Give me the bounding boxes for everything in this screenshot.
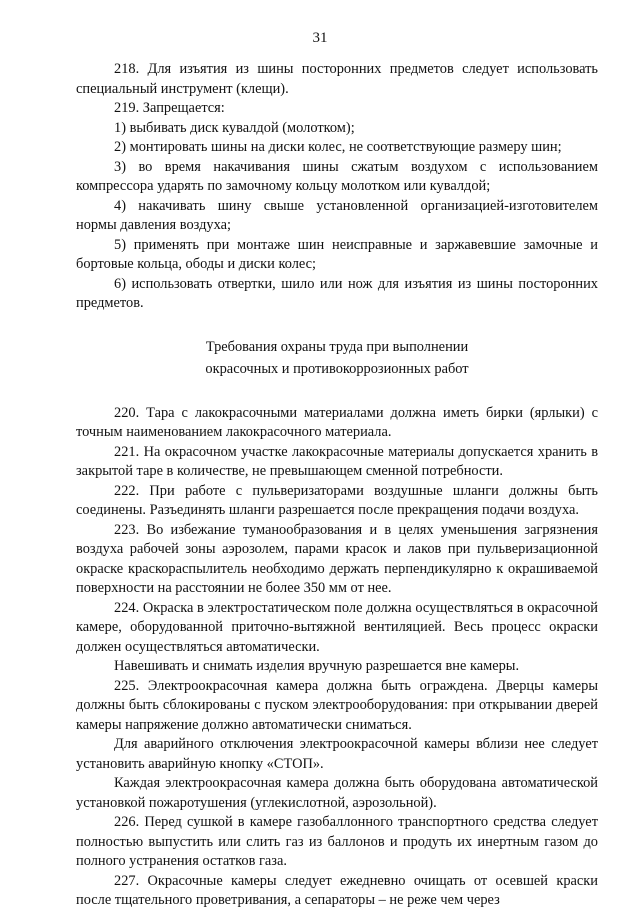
section-heading-line-1: Требования охраны труда при выполнении [205,338,469,355]
list-item-4: 4) накачивать шину свыше установленной организацией-изготовителем нормы давления воздуха; [76,197,598,233]
paragraph-222: 222. При работе с пульверизаторами воздушные шланги должны быть соединены. Разъединять шланги разрешается после прекращения подачи воздуха. [76,482,598,518]
paragraph-224-note: Навешивать и снимать изделия вручную разрешается вне камеры. [114,658,520,674]
paragraph-226: 226. Перед сушкой в камере газобаллонного транспортного средства следует полностью выпустить или слить газ из баллонов и продуть их инертным газом до полного устранения остатков газа. [76,814,598,869]
paragraph-227: 227. Окрасочные камеры следует ежедневно очищать от осевшей краски после тщательного проветривания, а сепараторы – не реже чем через [76,872,598,908]
paragraph-218: 218. Для изъятия из шины посторонних предметов следует использовать специальный инструмент (клещи). [76,61,598,97]
section-heading-line-2: окрасочных и противокоррозионных работ [205,360,469,377]
document-body [76,60,598,911]
paragraph-220: 220. Тара с лакокрасочными материалами должна иметь бирки (ярлыки) с точным наименованием лакокрасочного материала. [76,404,598,440]
list-item-3: 3) во время накачивания шины сжатым воздухом с использованием компрессора ударять по замочному кольцу молотком или кувалдой; [76,158,598,194]
paragraph-223: 223. Во избежание туманообразования и в целях уменьшения загрязнения воздуха рабочей зоны аэрозолем, парами красок и лаков при пульверизационной окраске краскораспылитель необходимо держать перпендикулярно к окрашиваемой поверхности на расстоянии не более 350 мм от нее. [76,521,598,596]
page-number: 31 [312,30,328,46]
list-item-2: 2) монтировать шины на диски колес, не соответствующие размеру шин; [114,139,562,155]
paragraph-225: 225. Электроокрасочная камера должна быть ограждена. Дверцы камеры должны быть сблокированы с пуском электрооборудования: при открывании дверей камеры напряжение должно автоматически сниматься. [76,677,598,733]
paragraph-225-extinguishing: Каждая электроокрасочная камера должна быть оборудована автоматической установкой пожаротушения (углекислотной, аэрозольной). [76,775,598,811]
section-heading [76,336,598,380]
list-item-6: 6) использовать отвертки, шило или нож для изъятия из шины посторонних предметов. [76,275,598,311]
paragraph-221: 221. На окрасочном участке лакокрасочные материалы допускается хранить в закрытой таре в количестве, не превышающем сменной потребности. [76,443,598,479]
paragraph-219: 219. Запрещается: [114,100,225,116]
list-item-5: 5) применять при монтаже шин неисправные и заржавевшие замочные и бортовые кольца, ободы и диски колес; [76,236,598,272]
list-item-1: 1) выбивать диск кувалдой (молотком); [114,119,355,136]
paragraph-224: 224. Окраска в электростатическом поле должна осуществляться в окрасочной камере, оборудованной приточно-вытяжной вентиляцией. Весь процесс окраски должен осуществляться автоматически. [76,599,598,655]
paragraph-225-stop: Для аварийного отключения электроокрасочной камеры вблизи нее следует установить аварийную кнопку «СТОП». [76,736,598,772]
